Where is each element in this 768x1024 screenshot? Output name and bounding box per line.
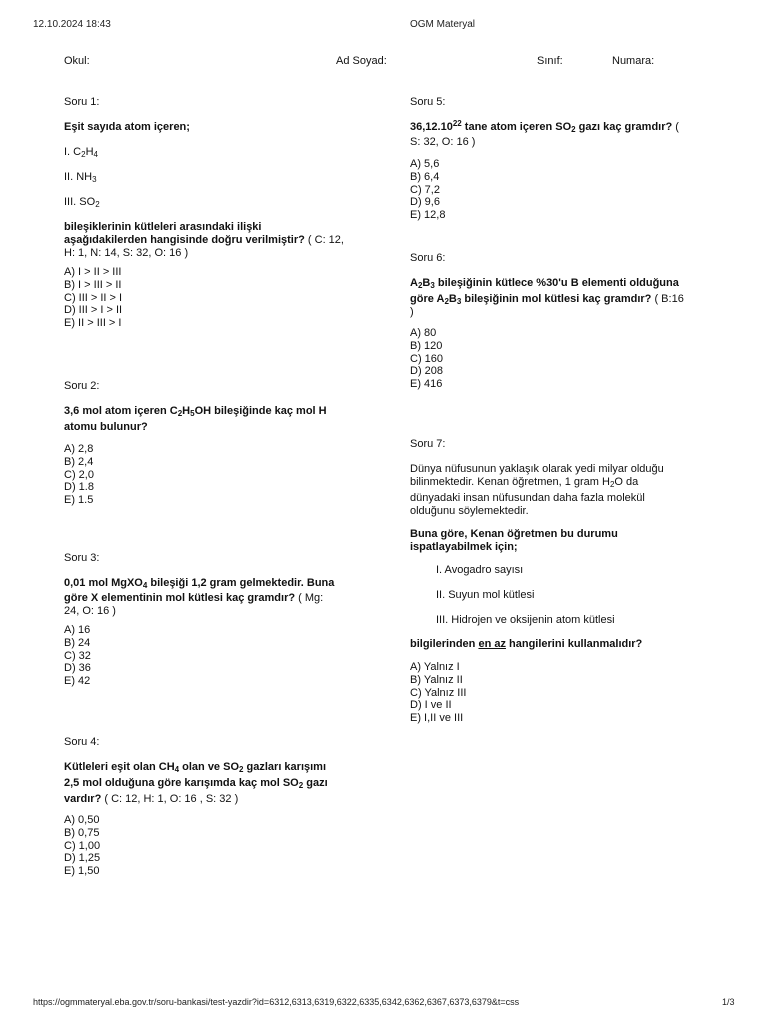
option-a[interactable]: A) 5,6 bbox=[410, 158, 440, 170]
answer-options bbox=[410, 661, 730, 725]
option-b[interactable]: B) Yalnız II bbox=[410, 673, 463, 686]
compound-item-2: II. $NH_3$ bbox=[64, 171, 97, 184]
question-label: Soru 5: bbox=[410, 96, 446, 108]
option-c[interactable]: C) 7,2 bbox=[410, 183, 440, 196]
option-e[interactable]: E) 1,50 bbox=[64, 865, 100, 878]
name-field-label: Ad Soyad: bbox=[336, 55, 387, 67]
option-d[interactable]: D) 1,25 bbox=[64, 852, 101, 865]
question-text: bileşiklerinin kütleleri arasındaki ilişki aşağıdakilerden hangisinde doğru verilmiştir? ( C: 12, H: 1, N: 14, S: 32, O: 16 ) bbox=[64, 221, 344, 259]
question-text: $A_2B_3$ bileşiğinin kütlece %30'u B elementi olduğuna göre $A_2B_3$ bileşiğinin mol kütlesi kaç gramdır? ( B:16 ) bbox=[410, 277, 684, 318]
option-c[interactable]: C) 32 bbox=[64, 649, 91, 662]
option-c[interactable]: C) 160 bbox=[410, 352, 444, 365]
question-text: 36,12.10$^{22}$ tane atom içeren $SO_2$ gazı kaç gramdır? ( S: 32, O: 16 ) bbox=[410, 119, 679, 148]
question-label: Soru 4: bbox=[64, 736, 100, 748]
answer-options bbox=[64, 443, 384, 507]
option-b[interactable]: B) I > III > II bbox=[64, 278, 122, 291]
option-a[interactable]: A) I > II > III bbox=[64, 266, 122, 278]
option-a[interactable]: A) 16 bbox=[64, 624, 91, 636]
compound-item-3: III. $SO_2$ bbox=[64, 196, 100, 209]
question-label: Soru 3: bbox=[64, 552, 100, 564]
option-e[interactable]: E) 42 bbox=[64, 675, 91, 688]
option-e[interactable]: E) I,II ve III bbox=[410, 712, 464, 725]
question-1 bbox=[64, 96, 384, 330]
print-page-number: 1/3 bbox=[722, 997, 735, 1007]
option-d[interactable]: D) 9,6 bbox=[410, 196, 440, 209]
option-b[interactable]: B) 2,4 bbox=[64, 455, 94, 468]
question-5 bbox=[410, 96, 730, 222]
option-b[interactable]: B) 120 bbox=[410, 339, 443, 352]
print-page-title: OGM Materyal bbox=[410, 19, 476, 30]
question-6 bbox=[410, 252, 730, 391]
question-text: Kütleleri eşit olan $CH_4$ olan ve $SO_2$ gazları karışımı 2,5 mol olduğuna göre karışımda kaç mol $SO_2$ gazı vardır? ( C: 12, H: 1, O: 16 , S: 32 ) bbox=[64, 761, 328, 805]
question-stem: Buna göre, Kenan öğretmen bu durumu ispatlayabilmek için; bbox=[410, 528, 618, 553]
compound-item-1: I. $C_2H_4$ bbox=[64, 146, 98, 159]
question-2 bbox=[64, 380, 384, 507]
class-field-label: Sınıf: bbox=[537, 55, 563, 67]
info-item-2: II. Suyun mol kütlesi bbox=[436, 589, 535, 601]
question-text: 0,01 mol MgXO$_4$ bileşiği 1,2 gram gelmektedir. Buna göre X elementinin mol kütlesi kaç gramdır? ( Mg: 24, O: 16 ) bbox=[64, 577, 335, 617]
answer-options bbox=[410, 158, 730, 222]
question-label: Soru 7: bbox=[410, 438, 446, 450]
question-label: Soru 1: bbox=[64, 96, 100, 108]
info-item-3: III. Hidrojen ve oksijenin atom kütlesi bbox=[436, 614, 615, 626]
question-4 bbox=[64, 736, 384, 878]
print-datetime: 12.10.2024 18:43 bbox=[33, 19, 111, 30]
info-list bbox=[410, 564, 730, 627]
question-label: Soru 6: bbox=[410, 252, 446, 264]
option-a[interactable]: A) 80 bbox=[410, 327, 437, 339]
option-b[interactable]: B) 0,75 bbox=[64, 826, 100, 839]
question-passage: Dünya nüfusunun yaklaşık olarak yedi milyar olduğu bilinmektedir. Kenan öğretmen, 1 gram $H_2O$ da dünyadaki insan nüfusundan daha fazla molekül olduğunu söylemektedir. bbox=[410, 463, 664, 517]
option-b[interactable]: B) 24 bbox=[64, 636, 91, 649]
option-d[interactable]: D) III > I > II bbox=[64, 304, 123, 317]
number-field-label: Numara: bbox=[612, 55, 655, 67]
answer-options bbox=[64, 814, 384, 878]
question-stem: Eşit sayıda atom içeren; bbox=[64, 121, 190, 133]
question-text: 3,6 mol atom içeren $C_2H_5OH$ bileşiğinde kaç mol H atomu bulunur? bbox=[64, 405, 327, 433]
question-3 bbox=[64, 552, 384, 688]
option-e[interactable]: E) 1.5 bbox=[64, 494, 94, 507]
option-d[interactable]: D) 208 bbox=[410, 365, 444, 378]
option-c[interactable]: C) 2,0 bbox=[64, 468, 94, 481]
option-a[interactable]: A) Yalnız I bbox=[410, 661, 460, 673]
option-e[interactable]: E) 416 bbox=[410, 378, 443, 391]
option-e[interactable]: E) 12,8 bbox=[410, 209, 446, 222]
answer-options bbox=[410, 327, 730, 391]
school-field-label: Okul: bbox=[64, 55, 90, 67]
question-label: Soru 2: bbox=[64, 380, 100, 392]
answer-options bbox=[64, 624, 384, 688]
answer-options bbox=[64, 266, 384, 330]
option-a[interactable]: A) 2,8 bbox=[64, 443, 94, 455]
option-c[interactable]: C) III > II > I bbox=[64, 291, 123, 304]
option-d[interactable]: D) I ve II bbox=[410, 699, 452, 712]
option-d[interactable]: D) 1.8 bbox=[64, 481, 94, 494]
option-e[interactable]: E) II > III > I bbox=[64, 317, 122, 330]
option-d[interactable]: D) 36 bbox=[64, 662, 91, 675]
info-item-1: I. Avogadro sayısı bbox=[436, 564, 524, 576]
question-text: bilgilerinden en az hangilerini kullanmalıdır? bbox=[410, 638, 643, 650]
option-b[interactable]: B) 6,4 bbox=[410, 170, 440, 183]
option-a[interactable]: A) 0,50 bbox=[64, 814, 100, 826]
print-url: https://ogmmateryal.eba.gov.tr/soru-bankasi/test-yazdir?id=6312,6313,6319,6322,6335,6342,6362,6367,6373,6379&t=css bbox=[33, 997, 520, 1007]
question-7 bbox=[410, 438, 730, 725]
option-c[interactable]: C) Yalnız III bbox=[410, 686, 467, 699]
option-c[interactable]: C) 1,00 bbox=[64, 839, 101, 852]
